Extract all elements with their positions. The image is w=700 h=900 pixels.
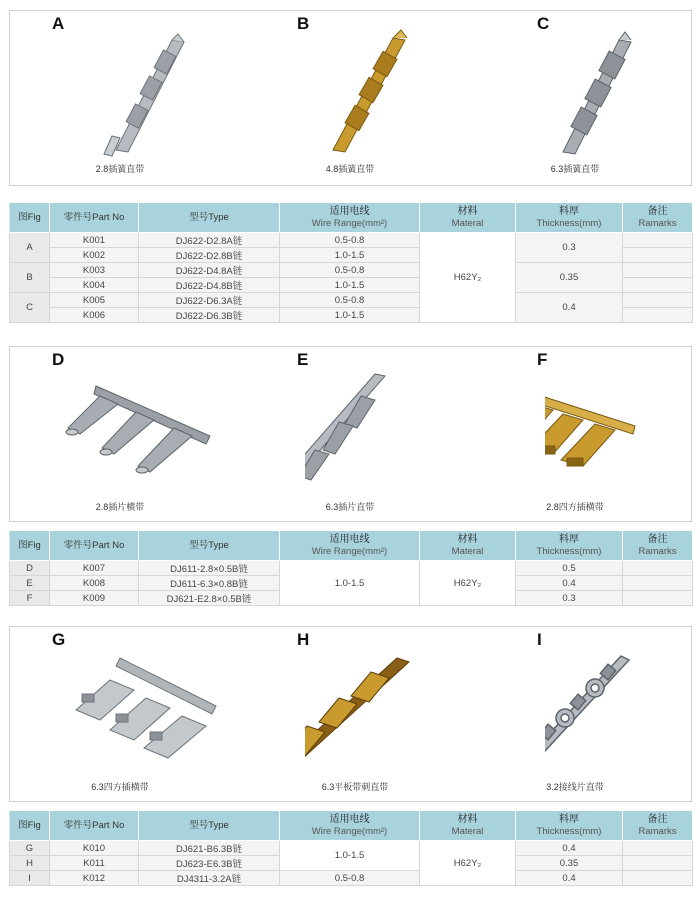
header-wire-en: Wire Range(mm²)	[311, 545, 388, 557]
figure-caption-f: 2.8四方插横带	[546, 502, 604, 512]
header-remarks-en: Ramarks	[638, 217, 677, 229]
figure-caption-e: 6.3插片直带	[325, 502, 375, 512]
remarks-cell	[623, 576, 693, 591]
thickness-cell: 0.4	[516, 293, 623, 323]
header-type: 型号Type	[139, 811, 280, 841]
table-row	[10, 293, 693, 308]
figure-caption-c: 6.3插簧直带	[550, 164, 600, 174]
thickness-cell: 0.4	[516, 576, 623, 591]
figure-letter-e: E	[297, 350, 309, 369]
header-material-cn: 材料	[457, 533, 478, 545]
remarks-cell	[623, 293, 693, 308]
brass-terminal-strip-icon	[305, 636, 505, 786]
figure-caption-d: 2.8插片横带	[95, 502, 145, 512]
header-part-no: 零件号Part No	[50, 811, 139, 841]
header-fig: 图Fig	[10, 203, 50, 233]
header-material-cn: 材料	[457, 813, 478, 825]
fig-cell: G	[10, 841, 50, 856]
wire-range-cell: 0.5-0.8	[280, 871, 420, 886]
material-cell: H62Y₂	[420, 841, 516, 886]
remarks-cell	[623, 248, 693, 263]
type-cell: DJ622-D2.8A链	[139, 233, 280, 248]
figure-caption-a: 2.8插簧直带	[95, 164, 145, 174]
type-cell: DJ611-6.3×0.8B链	[139, 576, 280, 591]
type-cell: DJ622-D4.8A链	[139, 263, 280, 278]
header-remarks-cn: 备注	[647, 813, 668, 825]
figure-letter-d: D	[52, 350, 65, 369]
figure-d	[52, 350, 260, 516]
table-row	[10, 841, 693, 856]
part-no-cell: K002	[50, 248, 139, 263]
header-thickness-cn: 料厚	[559, 533, 579, 545]
type-cell: DJ621-E2.8×0.5B链	[139, 591, 280, 606]
type-cell: DJ4311-3.2A链	[139, 871, 280, 886]
silver-terminal-strip-icon	[60, 636, 260, 786]
header-type: 型号Type	[139, 203, 280, 233]
part-no-cell: K010	[50, 841, 139, 856]
thickness-cell: 0.5	[516, 561, 623, 576]
remarks-cell	[623, 871, 693, 886]
header-remarks-cn: 备注	[647, 533, 668, 545]
figure-a	[52, 14, 260, 180]
silver-terminal-strip-icon	[545, 20, 700, 170]
brass-terminal-strip-icon	[545, 356, 700, 506]
header-material-en: Materal	[451, 825, 484, 837]
material-cell: H62Y₂	[420, 233, 516, 323]
header-material	[420, 531, 516, 561]
remarks-cell	[623, 591, 693, 606]
header-thickness	[516, 811, 623, 841]
header-part-no: 零件号Part No	[50, 531, 139, 561]
type-cell: DJ622-D6.3A链	[139, 293, 280, 308]
table-row	[10, 263, 693, 278]
header-part-no: 零件号Part No	[50, 203, 139, 233]
type-cell: DJ622-D2.8B链	[139, 248, 280, 263]
figure-letter-a: A	[52, 14, 65, 33]
part-no-cell: K007	[50, 561, 139, 576]
part-no-cell: K011	[50, 856, 139, 871]
wire-range-cell: 1.0-1.5	[280, 278, 420, 293]
thickness-cell: 0.3	[516, 591, 623, 606]
header-remarks	[623, 531, 693, 561]
part-no-cell: K009	[50, 591, 139, 606]
header-fig: 图Fig	[10, 531, 50, 561]
part-no-cell: K001	[50, 233, 139, 248]
wire-range-cell: 1.0-1.5	[280, 841, 420, 871]
fig-cell: F	[10, 591, 50, 606]
header-wire-range	[280, 531, 420, 561]
type-cell: DJ622-D4.8B链	[139, 278, 280, 293]
wire-range-cell: 0.5-0.8	[280, 233, 420, 248]
ring-terminal-strip-icon	[545, 636, 700, 786]
remarks-cell	[623, 308, 693, 323]
fig-cell: C	[10, 293, 50, 323]
brass-terminal-strip-icon	[305, 20, 505, 170]
type-cell: DJ611-2.8×0.5B链	[139, 561, 280, 576]
figure-g	[52, 630, 260, 796]
remarks-cell	[623, 263, 693, 278]
figure-b	[297, 14, 505, 180]
header-wire-cn: 适用电线	[329, 533, 370, 545]
thickness-cell: 0.4	[516, 871, 623, 886]
table-row	[10, 233, 693, 248]
header-thickness-cn: 料厚	[559, 813, 579, 825]
type-cell: DJ621-B6.3B链	[139, 841, 280, 856]
figure-letter-f: F	[537, 350, 548, 369]
header-material-en: Materal	[451, 545, 484, 557]
fig-cell: D	[10, 561, 50, 576]
remarks-cell	[623, 278, 693, 293]
figure-c	[537, 14, 700, 180]
header-wire-range	[280, 811, 420, 841]
thickness-cell: 0.35	[516, 263, 623, 293]
figure-caption-h: 6.3平板带刺直带	[321, 782, 389, 792]
part-no-cell: K004	[50, 278, 139, 293]
header-thickness-en: Thickness(mm)	[536, 217, 602, 229]
header-thickness-cn: 料厚	[559, 205, 579, 217]
thickness-cell: 0.35	[516, 856, 623, 871]
header-fig: 图Fig	[10, 811, 50, 841]
type-cell: DJ623-E6.3B链	[139, 856, 280, 871]
material-cell: H62Y₂	[420, 561, 516, 606]
header-wire-cn: 适用电线	[329, 205, 370, 217]
header-thickness	[516, 531, 623, 561]
spec-table-3	[9, 810, 693, 886]
fig-cell: A	[10, 233, 50, 263]
header-material-en: Materal	[451, 217, 484, 229]
remarks-cell	[623, 856, 693, 871]
header-material-cn: 材料	[457, 205, 478, 217]
figure-letter-g: G	[52, 630, 66, 649]
figure-caption-i: 3.2接线片直带	[546, 782, 604, 792]
header-material	[420, 811, 516, 841]
part-no-cell: K012	[50, 871, 139, 886]
figure-letter-i: I	[537, 630, 542, 649]
thickness-cell: 0.3	[516, 233, 623, 263]
blade-terminal-strip-icon	[305, 356, 505, 506]
type-cell: DJ622-D6.3B链	[139, 308, 280, 323]
wire-range-cell: 1.0-1.5	[280, 308, 420, 323]
fig-cell: I	[10, 871, 50, 886]
part-no-cell: K003	[50, 263, 139, 278]
figure-caption-g: 6.3四方插横带	[91, 782, 149, 792]
fig-cell: B	[10, 263, 50, 293]
part-no-cell: K008	[50, 576, 139, 591]
table-row	[10, 561, 693, 576]
header-thickness-en: Thickness(mm)	[536, 545, 602, 557]
part-no-cell: K006	[50, 308, 139, 323]
header-remarks-cn: 备注	[647, 205, 668, 217]
header-type: 型号Type	[139, 531, 280, 561]
figure-f	[537, 350, 700, 516]
remarks-cell	[623, 841, 693, 856]
figure-letter-c: C	[537, 14, 550, 33]
wire-range-cell: 1.0-1.5	[280, 248, 420, 263]
remarks-cell	[623, 561, 693, 576]
table-row	[10, 871, 693, 886]
silver-terminal-strip-icon	[60, 356, 260, 506]
wire-range-cell: 1.0-1.5	[280, 561, 420, 606]
figure-i	[537, 630, 700, 796]
header-material	[420, 203, 516, 233]
figure-caption-b: 4.8插簧直带	[325, 164, 375, 174]
thickness-cell: 0.4	[516, 841, 623, 856]
spec-table-2	[9, 530, 693, 606]
header-thickness-en: Thickness(mm)	[536, 825, 602, 837]
header-wire-en: Wire Range(mm²)	[311, 217, 388, 229]
silver-terminal-strip-icon	[60, 20, 260, 170]
wire-range-cell: 0.5-0.8	[280, 263, 420, 278]
figure-e	[297, 350, 505, 516]
header-wire-en: Wire Range(mm²)	[311, 825, 388, 837]
part-no-cell: K005	[50, 293, 139, 308]
header-remarks-en: Ramarks	[638, 825, 677, 837]
wire-range-cell: 0.5-0.8	[280, 293, 420, 308]
fig-cell: H	[10, 856, 50, 871]
header-wire-cn: 适用电线	[329, 813, 370, 825]
header-remarks	[623, 811, 693, 841]
header-thickness	[516, 203, 623, 233]
header-wire-range	[280, 203, 420, 233]
figure-letter-h: H	[297, 630, 310, 649]
figure-letter-b: B	[297, 14, 310, 33]
spec-table-1	[9, 202, 693, 323]
figure-h	[297, 630, 505, 796]
fig-cell: E	[10, 576, 50, 591]
header-remarks-en: Ramarks	[638, 545, 677, 557]
remarks-cell	[623, 233, 693, 248]
header-remarks	[623, 203, 693, 233]
